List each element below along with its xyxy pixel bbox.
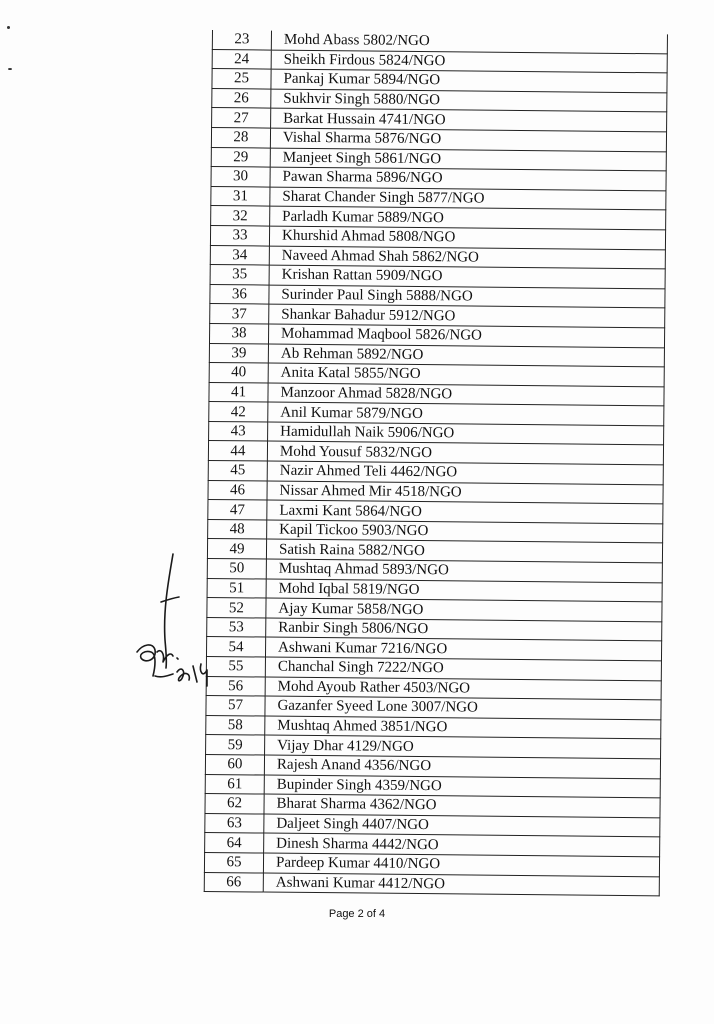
scan-speck xyxy=(7,26,10,29)
serial-number-cell: 46 xyxy=(208,480,267,500)
serial-number-cell: 24 xyxy=(212,49,271,69)
page-number: Page 2 of 4 xyxy=(328,908,386,920)
serial-number-cell: 49 xyxy=(207,539,266,559)
serial-number-cell: 35 xyxy=(210,265,269,285)
serial-number-cell: 63 xyxy=(205,813,264,833)
name-id-cell: Vishal Sharma 5876/NGO xyxy=(270,128,666,151)
name-id-cell: Pardeep Kumar 4410/NGO xyxy=(263,853,659,876)
serial-number-cell: 51 xyxy=(207,578,266,598)
name-id-cell: Sukhvir Singh 5880/NGO xyxy=(271,89,667,112)
name-id-cell: Shankar Bahadur 5912/NGO xyxy=(269,304,665,327)
name-id-cell: Surinder Paul Singh 5888/NGO xyxy=(269,285,665,308)
name-id-cell: Ajay Kumar 5858/NGO xyxy=(266,598,662,621)
serial-number-cell: 26 xyxy=(212,88,271,108)
name-id-cell: Hamidullah Naik 5906/NGO xyxy=(268,422,664,445)
name-id-cell: Khurshid Ahmad 5808/NGO xyxy=(269,226,665,249)
serial-number-cell: 56 xyxy=(206,676,265,696)
serial-number-cell: 39 xyxy=(209,343,268,363)
table-row xyxy=(204,872,659,896)
name-id-cell: Barkat Hussain 4741/NGO xyxy=(271,108,667,131)
name-id-cell: Gazanfer Syeed Lone 3007/NGO xyxy=(265,696,661,719)
serial-number-cell: 33 xyxy=(210,225,269,245)
name-id-cell: Satish Raina 5882/NGO xyxy=(266,539,662,562)
name-id-cell: Ab Rehman 5892/NGO xyxy=(268,344,664,367)
name-id-cell: Sheikh Firdous 5824/NGO xyxy=(271,50,667,73)
serial-number-cell: 44 xyxy=(208,441,267,461)
serial-number-cell: 59 xyxy=(206,735,265,755)
scan-speck xyxy=(8,68,12,70)
name-id-cell: Mushtaq Ahmed 3851/NGO xyxy=(265,716,661,739)
serial-number-cell: 48 xyxy=(208,519,267,539)
name-id-cell: Pawan Sharma 5896/NGO xyxy=(270,167,666,190)
serial-number-cell: 38 xyxy=(209,323,268,343)
name-id-cell: Mushtaq Ahmad 5893/NGO xyxy=(266,559,662,582)
serial-number-cell: 43 xyxy=(209,421,268,441)
serial-number-cell: 41 xyxy=(209,382,268,402)
serial-number-cell: 54 xyxy=(206,637,265,657)
serial-number-cell: 47 xyxy=(208,500,267,520)
name-id-cell: Sharat Chander Singh 5877/NGO xyxy=(270,187,666,210)
name-id-cell: Kapil Tickoo 5903/NGO xyxy=(267,520,663,543)
name-id-cell: Mohammad Maqbool 5826/NGO xyxy=(268,324,664,347)
serial-number-cell: 31 xyxy=(211,186,270,206)
name-id-cell: Manjeet Singh 5861/NGO xyxy=(270,148,666,171)
roster-body xyxy=(204,30,667,896)
name-id-cell: Krishan Rattan 5909/NGO xyxy=(269,265,665,288)
serial-number-cell: 36 xyxy=(210,284,269,304)
serial-number-cell: 37 xyxy=(210,304,269,324)
name-id-cell: Ashwani Kumar 7216/NGO xyxy=(265,637,661,660)
serial-number-cell: 42 xyxy=(209,402,268,422)
name-id-cell: Manzoor Ahmad 5828/NGO xyxy=(268,383,664,406)
serial-number-cell: 30 xyxy=(211,167,270,187)
serial-number-cell: 50 xyxy=(207,559,266,579)
name-id-cell: Mohd Ayoub Rather 4503/NGO xyxy=(265,677,661,700)
serial-number-cell: 28 xyxy=(211,127,270,147)
name-id-cell: Vijay Dhar 4129/NGO xyxy=(265,735,661,758)
serial-number-cell: 53 xyxy=(207,617,266,637)
serial-number-cell: 27 xyxy=(212,108,271,128)
name-id-cell: Pankaj Kumar 5894/NGO xyxy=(271,69,667,92)
name-id-cell: Mohd Abass 5802/NGO xyxy=(271,31,667,54)
serial-number-cell: 34 xyxy=(210,245,269,265)
name-id-cell: Parladh Kumar 5889/NGO xyxy=(270,206,666,229)
name-id-cell: Ashwani Kumar 4412/NGO xyxy=(263,873,659,896)
handwritten-signature xyxy=(133,548,215,708)
serial-number-cell: 60 xyxy=(205,754,264,774)
serial-number-cell: 65 xyxy=(204,852,263,872)
serial-number-cell: 32 xyxy=(211,206,270,226)
name-id-cell: Bharat Sharma 4362/NGO xyxy=(264,794,660,817)
name-id-cell: Daljeet Singh 4407/NGO xyxy=(264,814,660,837)
serial-number-cell: 45 xyxy=(208,461,267,481)
serial-number-cell: 52 xyxy=(207,598,266,618)
roster-table xyxy=(204,30,668,896)
name-id-cell: Nissar Ahmed Mir 4518/NGO xyxy=(267,481,663,504)
serial-number-cell: 25 xyxy=(212,69,271,89)
name-id-cell: Mohd Yousuf 5832/NGO xyxy=(267,442,663,465)
name-id-cell: Rajesh Anand 4356/NGO xyxy=(264,755,660,778)
name-id-cell: Laxmi Kant 5864/NGO xyxy=(267,500,663,523)
name-id-cell: Nazir Ahmed Teli 4462/NGO xyxy=(267,461,663,484)
name-id-cell: Anil Kumar 5879/NGO xyxy=(268,402,664,425)
name-id-cell: Mohd Iqbal 5819/NGO xyxy=(266,579,662,602)
name-id-cell: Naveed Ahmad Shah 5862/NGO xyxy=(269,246,665,269)
name-id-cell: Bupinder Singh 4359/NGO xyxy=(264,775,660,798)
serial-number-cell: 55 xyxy=(206,656,265,676)
serial-number-cell: 61 xyxy=(205,774,264,794)
serial-number-cell: 40 xyxy=(209,363,268,383)
serial-number-cell: 23 xyxy=(212,30,271,50)
serial-number-cell: 62 xyxy=(205,794,264,814)
serial-number-cell: 58 xyxy=(206,715,265,735)
serial-number-cell: 64 xyxy=(205,833,264,853)
serial-number-cell: 57 xyxy=(206,696,265,716)
serial-number-cell: 29 xyxy=(211,147,270,167)
name-id-cell: Anita Katal 5855/NGO xyxy=(268,363,664,386)
name-id-cell: Chanchal Singh 7222/NGO xyxy=(265,657,661,680)
serial-number-cell: 66 xyxy=(204,872,263,892)
name-id-cell: Dinesh Sharma 4442/NGO xyxy=(264,833,660,856)
name-id-cell: Ranbir Singh 5806/NGO xyxy=(266,618,662,641)
